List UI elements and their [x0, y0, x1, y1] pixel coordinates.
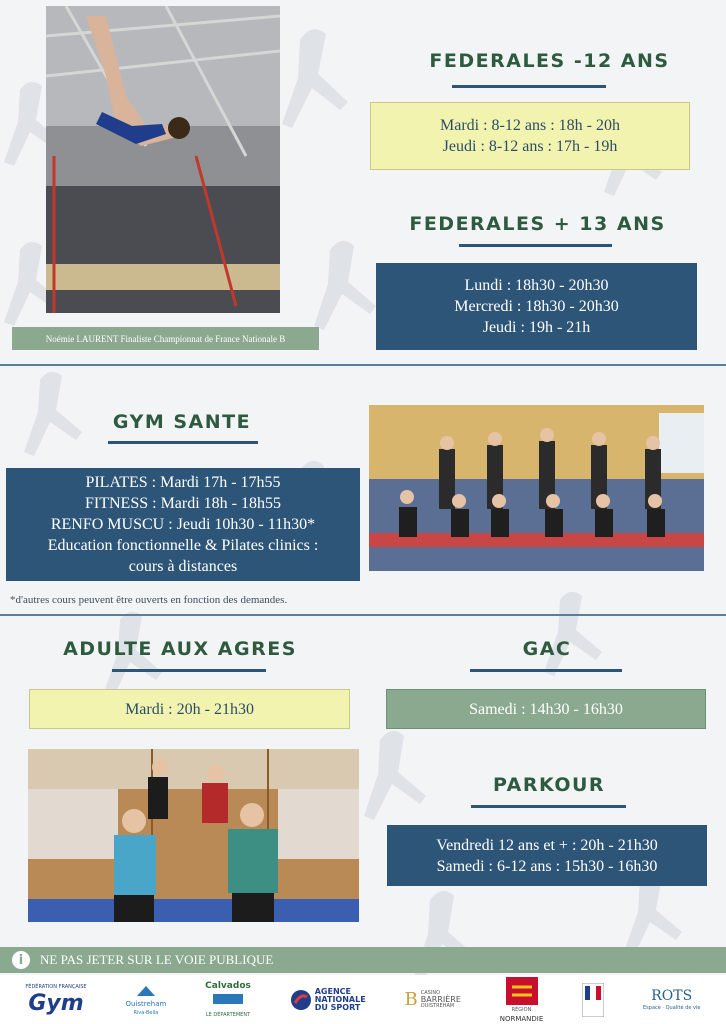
logo-ans	[290, 988, 366, 1012]
schedule-line: FITNESS : Mardi 18h - 18h55	[85, 495, 281, 512]
logo-ouistreham-main: Ouistreham	[125, 999, 167, 1008]
schedule-line: Mardi : 20h - 21h30	[125, 700, 254, 718]
logo-calvados-sub: LE DÉPARTEMENT	[205, 1011, 251, 1018]
schedule-line: Mardi : 8-12 ans : 18h - 20h	[440, 117, 620, 134]
logo-ffgym	[25, 985, 86, 1015]
schedule-line: Samedi : 6-12 ans : 15h30 - 16h30	[436, 857, 658, 875]
logo-rots-main: ROTS	[651, 987, 693, 1004]
logo-ffgym-top: FÉDÉRATION FRANÇAISE	[25, 983, 87, 990]
federales-12-underline	[452, 85, 606, 88]
logo-casino-line1: CASINO	[420, 989, 441, 996]
logo-rots	[643, 989, 700, 1011]
parkour-underline	[471, 805, 626, 808]
logo-casino-line2: BARRIÈRE	[420, 994, 461, 1004]
logo-calvados	[205, 982, 251, 1018]
logo-prefecture	[582, 983, 604, 1017]
schedule-line: cours à distances	[128, 558, 238, 575]
sponsor-logos	[0, 975, 726, 1024]
footer-notice-band	[0, 947, 726, 973]
photo-caption: Noémie LAURENT Finaliste Championnat de France Nationale B	[12, 327, 319, 350]
federales-13-title: FEDERALES + 13 ANS	[409, 213, 666, 235]
parkour-title: PARKOUR	[492, 774, 606, 796]
adulte-underline	[112, 669, 266, 672]
federales-13-underline	[459, 244, 612, 247]
schedule-line: Lundi : 18h30 - 20h30	[464, 277, 609, 294]
logo-calvados-main: Calvados	[205, 980, 251, 991]
schedule-line: Jeudi : 8-12 ans : 17h - 19h	[442, 138, 618, 155]
logo-rots-sub: Espace · Qualité de vie	[643, 1004, 701, 1011]
federales-12-title: FEDERALES -12 ANS	[429, 50, 670, 72]
info-icon: i	[12, 951, 30, 969]
adulte-schedule	[29, 689, 350, 729]
logo-casino-barriere: B CASINO BARRIÈRE OUISTREHAM	[404, 988, 461, 1010]
gym-sante-group-photo	[369, 405, 704, 571]
gymnast-beam-photo	[46, 6, 280, 313]
section-divider	[0, 364, 726, 366]
logo-ans-line1: AGENCE	[314, 986, 351, 996]
logo-ouistreham	[125, 984, 166, 1016]
logo-normandie-line1: RÉGION	[511, 1006, 532, 1013]
federales-12-schedule	[370, 102, 690, 170]
gac-schedule	[386, 689, 706, 729]
gym-sante-schedule	[6, 468, 360, 581]
logo-ouistreham-sub: Riva-Bella	[133, 1009, 159, 1016]
schedule-line: Samedi : 14h30 - 16h30	[469, 700, 623, 718]
schedule-line: Education fonctionnelle & Pilates clinics :	[47, 537, 319, 554]
section-divider	[0, 614, 726, 616]
schedule-line: Mercredi : 18h30 - 20h30	[454, 298, 619, 315]
parkour-schedule	[387, 825, 707, 886]
federales-13-schedule	[376, 263, 697, 350]
schedule-line: PILATES : Mardi 17h - 17h55	[85, 474, 281, 491]
logo-normandie-line2: NORMANDIE	[499, 1014, 544, 1023]
logo-ffgym-main: Gym	[28, 990, 84, 1016]
schedule-line: RENFO MUSCU : Jeudi 10h30 - 11h30*	[50, 516, 316, 533]
logo-ans-line2: NATIONALE	[314, 994, 366, 1004]
adulte-title: ADULTE AUX AGRES	[63, 638, 297, 660]
gac-title: GAC	[522, 638, 572, 660]
schedule-line: Vendredi 12 ans et + : 20h - 21h30	[436, 836, 658, 854]
logo-casino-line3: OUISTREHAM	[420, 1002, 455, 1009]
schedule-line: Jeudi : 19h - 21h	[482, 319, 591, 336]
gym-sante-title: GYM SANTE	[112, 411, 252, 433]
gym-sante-footnote: *d'autres cours peuvent être ouverts en fonction des demandes.	[10, 594, 288, 606]
gym-sante-underline	[108, 441, 258, 444]
adulte-agres-photo	[28, 749, 359, 922]
logo-normandie	[500, 977, 544, 1023]
logo-ans-line3: DU SPORT	[314, 1002, 361, 1012]
footer-notice: NE PAS JETER SUR LE VOIE PUBLIQUE	[40, 952, 274, 967]
gac-underline	[470, 669, 622, 672]
